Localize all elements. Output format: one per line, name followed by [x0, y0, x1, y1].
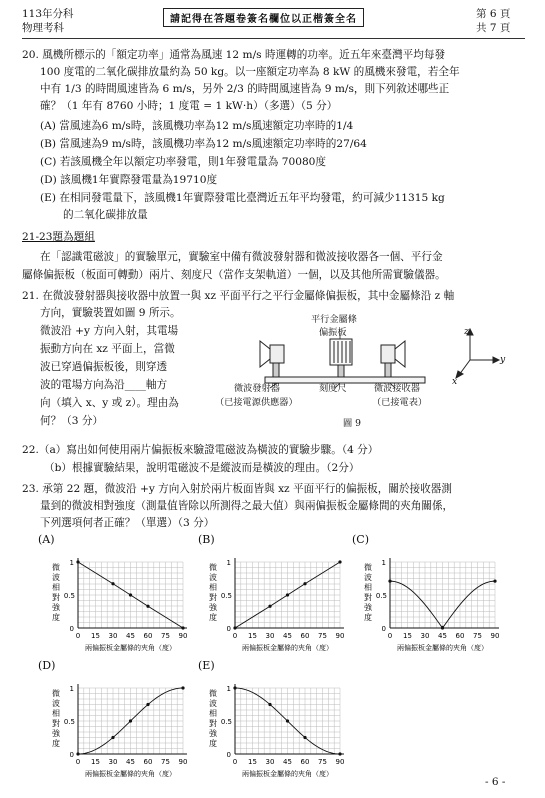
- y-tick-label: 0.5: [63, 718, 75, 726]
- data-point: [111, 582, 114, 585]
- y-axis-label-char: 微: [52, 689, 60, 698]
- header-total: 共 7 頁: [476, 22, 511, 34]
- data-point: [286, 719, 289, 722]
- q21-line5: 波已穿過偏振板後，則穿透: [40, 361, 168, 373]
- graph-grid: [390, 562, 495, 628]
- x-tick-label: 75: [161, 758, 170, 766]
- x-tick-label: 45: [283, 758, 292, 766]
- y-axis-label-char: 波: [52, 699, 60, 708]
- graph-b: [205, 548, 355, 658]
- transmitter-note: （已接電源供應器）: [215, 397, 298, 408]
- receiver-label: 微波接收器: [374, 383, 420, 394]
- y-tick-label: 1: [69, 559, 74, 567]
- x-tick-label: 75: [161, 632, 170, 640]
- y-tick-label: 0.5: [220, 718, 232, 726]
- data-point: [493, 580, 496, 583]
- y-axis-label-char: 微: [209, 689, 217, 698]
- q21-line6: 波的電場方向為沿____軸方: [40, 379, 168, 391]
- x-tick-label: 90: [178, 758, 188, 766]
- signature-notice: 請記得在答題卷簽名欄位以正楷簽全名: [163, 8, 364, 27]
- ruler-label: 刻度尺: [319, 383, 347, 394]
- q21-line7: 向（填入 x、y 或 z）。理由為: [40, 397, 179, 409]
- xyz-axes: [456, 329, 499, 378]
- data-point: [268, 605, 271, 608]
- receiver-shape: [381, 341, 405, 377]
- y-axis-label-char: 度: [364, 613, 372, 622]
- y-tick-label: 1: [69, 685, 74, 693]
- transmitter-label: 微波發射器: [234, 383, 280, 394]
- x-tick-label: 75: [473, 632, 482, 640]
- header-year-subject: 113年分科: [22, 8, 74, 20]
- graph-a: [48, 548, 198, 658]
- y-tick-label: 0: [381, 625, 386, 633]
- data-point: [129, 719, 132, 722]
- q21-line3: 微波沿 +y 方向入射，其電場: [40, 325, 179, 337]
- x-tick-label: 75: [318, 632, 327, 640]
- y-axis-label-char: 波: [209, 699, 217, 708]
- header-subject: 物理考科: [22, 22, 64, 34]
- y-tick-label: 0: [226, 625, 231, 633]
- y-axis-label-char: 相: [364, 583, 372, 592]
- y-axis-label-char: 相: [52, 583, 60, 592]
- y-axis-label-char: 相: [209, 709, 217, 718]
- x-tick-label: 30: [265, 632, 275, 640]
- x-axis-label: 兩偏振板金屬條的夾角（度）: [242, 770, 333, 778]
- y-axis-label-char: 波: [209, 573, 217, 582]
- q20-option-e: (E) 在相同發電量下，該風機1年實際發電比臺灣近五年平均發電，約可減少11315 kg: [40, 192, 445, 204]
- transmitter-shape: [260, 341, 284, 377]
- data-point: [76, 560, 79, 563]
- x-axis-label: 兩偏振板金屬條的夾角（度）: [242, 644, 333, 652]
- graph-label-d: (D): [38, 659, 56, 672]
- q20-line2: 100 度電的二氧化碳排放量約為 50 kg。以一座額定功率為 8 kW 的風機來發電，若全年: [40, 66, 460, 78]
- q20-line4: 確？（1 年有 8760 小時；1 度電 = 1 kW·h）（多選）（5 分）: [40, 100, 338, 112]
- y-axis-label-char: 相: [209, 583, 217, 592]
- y-axis-label-char: 微: [364, 563, 372, 572]
- x-tick-label: 15: [91, 632, 100, 640]
- y-axis-label-char: 強: [209, 729, 217, 738]
- q20-option-d: (D) 該風機1年實際發電量為19710度: [40, 174, 218, 186]
- data-point: [303, 582, 306, 585]
- x-tick-label: 30: [420, 632, 430, 640]
- group-intro-1: 在「認識電磁波」的實驗單元，實驗室中備有微波發射器和微波接收器各一個、平行金: [40, 251, 443, 263]
- x-tick-label: 45: [126, 758, 135, 766]
- q20-line1: 20. 風機所標示的「額定功率」通常為風速 12 m/s 時運轉的功率。近五年來臺灣平均每發: [22, 49, 446, 61]
- polarizer-label-2: 偏振板: [319, 327, 347, 338]
- x-tick-label: 30: [265, 758, 275, 766]
- q22-line2: （b）根據實驗結果，說明電磁波不是縱波而是橫波的理由。（2分）: [44, 462, 360, 474]
- y-tick-label: 0.5: [375, 592, 387, 600]
- data-point: [181, 626, 184, 629]
- y-axis-label-char: 度: [52, 613, 60, 622]
- data-point: [286, 593, 289, 596]
- y-axis-label-char: 波: [52, 573, 60, 582]
- graph-label-e: (E): [198, 659, 215, 672]
- graph-label-c: (C): [352, 533, 369, 546]
- data-point: [233, 626, 236, 629]
- x-tick-label: 90: [335, 758, 345, 766]
- x-tick-label: 0: [232, 758, 238, 766]
- figure-9-caption: 圖 9: [343, 418, 361, 429]
- graph-d: [48, 674, 198, 784]
- y-axis-label-char: 對: [209, 719, 217, 728]
- y-tick-label: 0.5: [63, 592, 75, 600]
- x-tick-label: 75: [318, 758, 327, 766]
- y-axis-label-char: 對: [52, 593, 60, 602]
- q20-option-e-cont: 的二氧化碳排放量: [63, 209, 148, 221]
- q21-line8: 何？（3 分）: [40, 415, 104, 427]
- q23-line2: 量到的微波相對強度（測量值皆除以所測得之最大值）與兩偏振板金屬條間的夾角關係，: [40, 500, 454, 512]
- data-point: [181, 686, 184, 689]
- x-tick-label: 30: [108, 632, 118, 640]
- y-axis-label-char: 微: [52, 563, 60, 572]
- q20-option-a: (A) 當風速為6 m/s時，該風機功率為12 m/s風速額定功率時的1/4: [40, 120, 354, 132]
- graph-label-b: (B): [198, 533, 215, 546]
- y-tick-label: 0: [69, 625, 74, 633]
- q20-option-c: (C) 若該風機全年以額定功率發電，則1年發電量為 70080度: [40, 156, 327, 168]
- q21-line2: 方向，實驗裝置如圖 9 所示。: [40, 307, 181, 319]
- y-axis-label-char: 對: [364, 593, 372, 602]
- x-tick-label: 60: [143, 632, 153, 640]
- y-tick-label: 1: [226, 685, 231, 693]
- y-axis-label-char: 強: [52, 729, 60, 738]
- y-axis-label-char: 強: [364, 603, 372, 612]
- x-tick-label: 15: [91, 758, 100, 766]
- axis-y-label: y: [500, 354, 506, 365]
- axis-x-label: x: [452, 376, 458, 387]
- group-intro-2: 屬條偏振板（板面可轉動）兩片、刻度尺（當作支架軌道）一個，以及其他所需實驗儀器。: [22, 269, 446, 281]
- x-tick-label: 45: [126, 632, 135, 640]
- x-tick-label: 90: [335, 632, 345, 640]
- y-axis-label-char: 相: [52, 709, 60, 718]
- graph-label-a: (A): [38, 533, 55, 546]
- header-page: 第 6 頁: [476, 8, 511, 20]
- data-point: [146, 605, 149, 608]
- data-point: [441, 626, 444, 629]
- header-divider: [22, 38, 525, 39]
- x-tick-label: 0: [232, 632, 238, 640]
- x-tick-label: 60: [300, 632, 310, 640]
- x-tick-label: 45: [283, 632, 292, 640]
- q20-option-b: (B) 當風速為9 m/s時，該風機功率為12 m/s風速額定功率時的27/64: [40, 138, 367, 150]
- axis-z-label: z: [464, 326, 469, 337]
- y-axis-label-char: 強: [52, 603, 60, 612]
- y-axis-label-char: 微: [209, 563, 217, 572]
- q23-line3: 下列選項何者正確？（單選）（3 分）: [40, 517, 215, 529]
- data-point: [146, 703, 149, 706]
- data-point: [268, 703, 271, 706]
- data-point: [129, 593, 132, 596]
- x-tick-label: 45: [438, 632, 447, 640]
- y-axis-label-char: 波: [364, 573, 372, 582]
- q23-line1: 23. 承第 22 題，微波沿 +y 方向入射於兩片板面皆與 xz 平面平行的偏振板，關於接收器測: [22, 483, 452, 495]
- y-tick-label: 0.5: [220, 592, 232, 600]
- x-axis-label: 兩偏振板金屬條的夾角（度）: [85, 644, 176, 652]
- data-point: [111, 736, 114, 739]
- data-point: [338, 752, 341, 755]
- data-point: [76, 752, 79, 755]
- y-axis-label-char: 度: [52, 739, 60, 748]
- x-tick-label: 60: [300, 758, 310, 766]
- polarizer-shape: [330, 339, 352, 377]
- q20-line3: 中有 1/3 的時間風速皆為 6 m/s，另外 2/3 的時間風速皆為 9 m/s，則下列敘述哪些正: [40, 83, 450, 95]
- y-tick-label: 0: [69, 751, 74, 759]
- y-tick-label: 1: [381, 559, 386, 567]
- q22-line1: 22.（a）寫出如何使用兩片偏振板來驗證電磁波為橫波的實驗步驟。（4 分）: [22, 444, 379, 456]
- x-tick-label: 0: [387, 632, 393, 640]
- graph-e: [205, 674, 355, 784]
- figure-9-apparatus: [215, 305, 515, 430]
- y-axis-label-char: 對: [209, 593, 217, 602]
- footer-page-number: - 6 -: [485, 776, 506, 788]
- q21-line4: 振動方向在 xz 平面上，當微: [40, 343, 175, 355]
- q21-line1: 21. 在微波發射器與接收器中放置一與 xz 平面平行之平行金屬條偏振板，其中金屬條沿 z 軸: [22, 290, 455, 302]
- y-axis-label-char: 強: [209, 603, 217, 612]
- y-axis-label-char: 度: [209, 739, 217, 748]
- x-tick-label: 90: [490, 632, 500, 640]
- graph-c: [360, 548, 510, 658]
- group-heading: 21-23題為題組: [22, 231, 95, 243]
- y-axis-label-char: 度: [209, 613, 217, 622]
- x-tick-label: 0: [75, 632, 81, 640]
- y-tick-label: 1: [226, 559, 231, 567]
- x-axis-label: 兩偏振板金屬條的夾角（度）: [85, 770, 176, 778]
- x-tick-label: 60: [143, 758, 153, 766]
- data-point: [388, 580, 391, 583]
- x-axis-label: 兩偏振板金屬條的夾角（度）: [397, 644, 488, 652]
- polarizer-label-1: 平行金屬條: [311, 314, 357, 325]
- x-tick-label: 15: [248, 632, 257, 640]
- x-tick-label: 90: [178, 632, 188, 640]
- data-point: [233, 686, 236, 689]
- y-axis-label-char: 對: [52, 719, 60, 728]
- receiver-note: （已接電表）: [372, 397, 428, 408]
- x-tick-label: 15: [403, 632, 412, 640]
- y-tick-label: 0: [226, 751, 231, 759]
- x-tick-label: 15: [248, 758, 257, 766]
- x-tick-label: 30: [108, 758, 118, 766]
- x-tick-label: 60: [455, 632, 465, 640]
- x-tick-label: 0: [75, 758, 81, 766]
- data-point: [303, 736, 306, 739]
- data-point: [338, 560, 341, 563]
